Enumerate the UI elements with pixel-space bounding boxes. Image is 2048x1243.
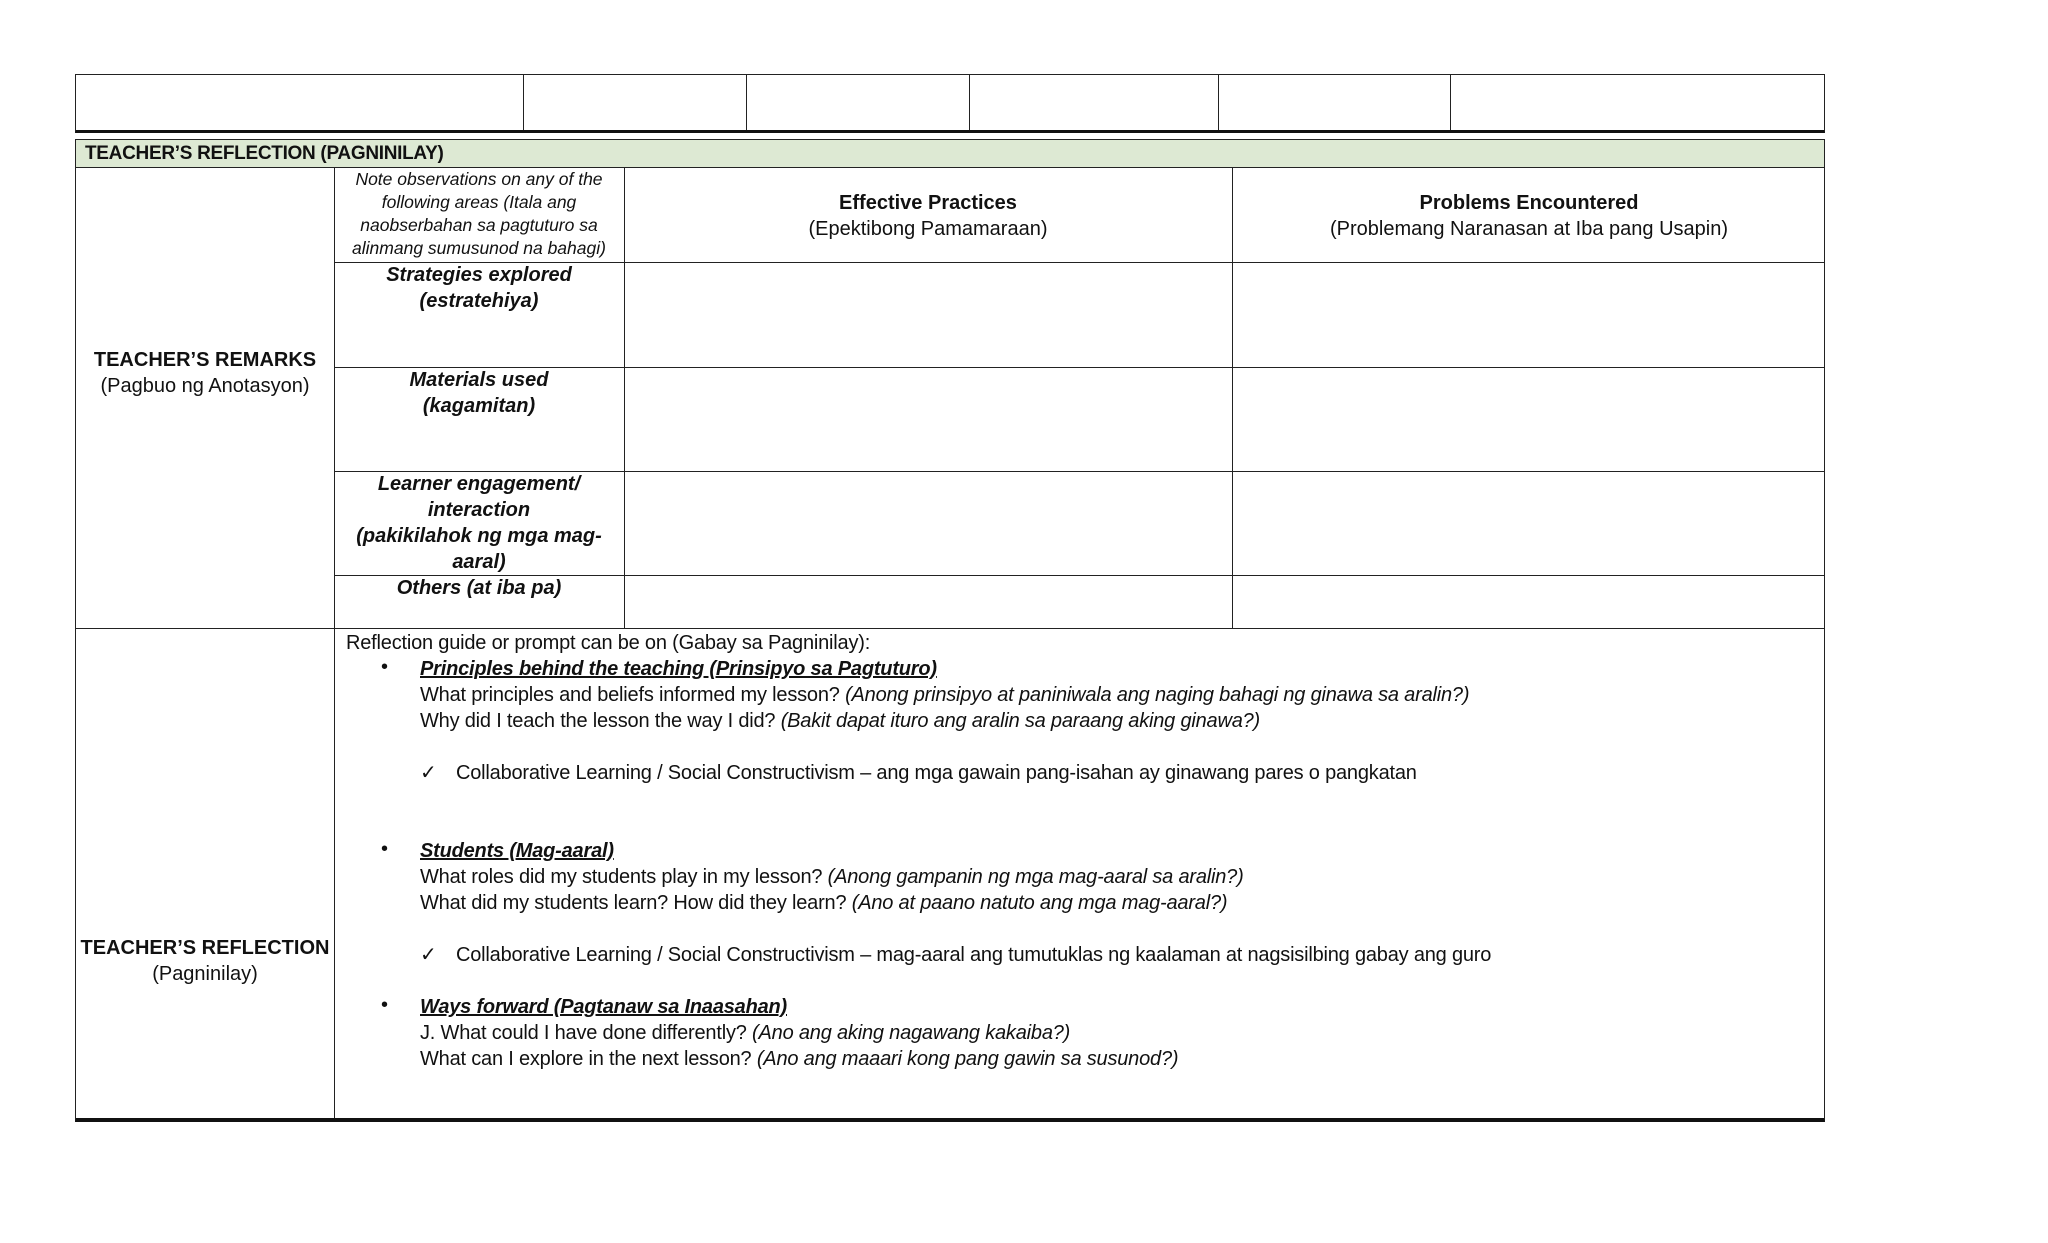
question-translation: (Anong gampanin ng mga mag-aaral sa aralin?) bbox=[827, 866, 1244, 888]
row-label-line: (estratehiya) bbox=[419, 290, 539, 312]
problems-title: Problems Encountered bbox=[1419, 192, 1639, 214]
top-empty-table bbox=[75, 74, 1825, 133]
row-label-line: (kagamitan) bbox=[422, 395, 536, 417]
question-text: What principles and beliefs informed my lesson? bbox=[420, 684, 846, 706]
problems-encountered-header bbox=[1232, 190, 1826, 242]
table-divider bbox=[746, 75, 747, 130]
remarks-label bbox=[76, 347, 334, 399]
note-line: naobserbahan sa pagtuturo sa bbox=[360, 215, 598, 235]
question-text: What can I explore in the next lesson? bbox=[420, 1048, 757, 1070]
guide-question bbox=[420, 1046, 1178, 1072]
check-icon: ✓ bbox=[420, 762, 437, 784]
row-label-strategies bbox=[334, 262, 624, 314]
observation-note bbox=[334, 168, 624, 260]
table-divider bbox=[969, 75, 970, 130]
question-text: What did my students learn? How did they learn? bbox=[420, 892, 852, 914]
guide-question bbox=[420, 682, 1469, 708]
check-icon: ✓ bbox=[420, 944, 437, 966]
table-divider bbox=[523, 75, 524, 130]
row-label-line: Learner engagement/ bbox=[377, 473, 581, 495]
note-line: Note observations on any of the bbox=[355, 169, 603, 189]
bullet-icon: • bbox=[381, 994, 389, 1016]
question-translation: (Ano at paano natuto ang mga mag-aaral?) bbox=[851, 892, 1228, 914]
question-translation: (Ano ang maaari kong pang gawin sa susunod?) bbox=[756, 1048, 1179, 1070]
remarks-title: TEACHER’S REMARKS bbox=[93, 349, 317, 371]
question-text: What roles did my students play in my lesson? bbox=[420, 866, 828, 888]
guide-question bbox=[420, 864, 1244, 890]
problems-subtitle: (Problemang Naranasan at Iba pang Usapin) bbox=[1329, 218, 1729, 240]
question-translation: (Ano ang aking nagawang kakaiba?) bbox=[752, 1022, 1071, 1044]
reflection-table bbox=[75, 139, 1825, 1122]
remarks-subtitle: (Pagbuo ng Anotasyon) bbox=[100, 375, 310, 397]
effective-title: Effective Practices bbox=[839, 192, 1017, 214]
table-divider bbox=[1450, 75, 1451, 130]
row-label-line: Strategies explored bbox=[386, 264, 572, 286]
bullet-icon: • bbox=[381, 656, 389, 678]
row-label-line: Materials used bbox=[409, 369, 549, 391]
reflection-subtitle: (Pagninilay) bbox=[152, 963, 258, 985]
guide-heading-principles: Principles behind the teaching (Prinsipyo sa Pagtuturo) bbox=[420, 658, 937, 680]
row-label-engagement bbox=[334, 471, 624, 575]
question-text: Why did I teach the lesson the way I did? bbox=[420, 710, 781, 732]
effective-subtitle: (Epektibong Pamamaraan) bbox=[808, 218, 1048, 240]
guide-question bbox=[420, 708, 1260, 734]
question-translation: (Anong prinsipyo at paniniwala ang naging bahagi ng ginawa sa aralin?) bbox=[845, 684, 1470, 706]
bullet-icon: • bbox=[381, 838, 389, 860]
guide-answer: Collaborative Learning / Social Constructivism – mag-aaral ang tumutuklas ng kaalaman at nagsisilbing gabay ang guro bbox=[456, 944, 1492, 966]
row-label-line: aaral) bbox=[452, 551, 506, 573]
row-label-line: interaction bbox=[427, 499, 531, 521]
row-label-line: Others (at iba pa) bbox=[396, 577, 562, 599]
question-text: J. What could I have done differently? bbox=[420, 1022, 753, 1044]
reflection-intro: Reflection guide or prompt can be on (Gabay sa Pagninilay): bbox=[346, 632, 871, 654]
section-header-band bbox=[76, 140, 1824, 168]
guide-heading-ways-forward: Ways forward (Pagtanaw sa Inaasahan) bbox=[420, 996, 787, 1018]
row-divider bbox=[76, 628, 1824, 629]
table-divider bbox=[1218, 75, 1219, 130]
note-line: alinmang sumusunod na bahagi) bbox=[352, 238, 606, 258]
guide-question bbox=[420, 890, 1227, 916]
effective-practices-header bbox=[624, 190, 1232, 242]
guide-heading-students: Students (Mag-aaral) bbox=[420, 840, 614, 862]
guide-question bbox=[420, 1020, 1070, 1046]
section-header: TEACHER’S REFLECTION (PAGNINILAY) bbox=[85, 143, 444, 164]
row-label-others bbox=[334, 575, 624, 601]
question-translation: (Bakit dapat ituro ang aralin sa paraang aking ginawa?) bbox=[780, 710, 1261, 732]
row-label-line: (pakikilahok ng mga mag- bbox=[356, 525, 602, 547]
reflection-label bbox=[76, 935, 334, 987]
guide-answer: Collaborative Learning / Social Constructivism – ang mga gawain pang-isahan ay ginawang pares o pangkatan bbox=[456, 762, 1417, 784]
reflection-title: TEACHER’S REFLECTION bbox=[80, 937, 330, 959]
note-line: following areas (Itala ang bbox=[381, 192, 577, 212]
row-label-materials bbox=[334, 367, 624, 419]
